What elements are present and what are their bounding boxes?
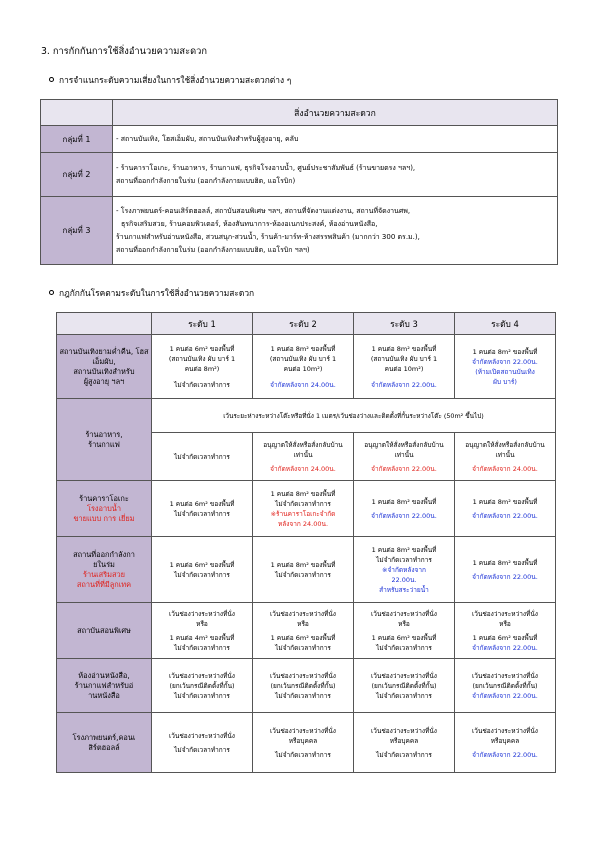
- rule-cell: 1 คนต่อ 6m² ของพื้นที่ ไม่จำกัดเวลาทำการ: [152, 537, 253, 603]
- facility-row-header: สถานที่ออกกำลังกา ยในร่ม ร้านเสริมสวย สถานที่ที่มีลูกเทค: [57, 537, 152, 603]
- level-header: ระดับ 4: [455, 313, 556, 335]
- rule-cell: เว้นช่องว่างระหว่างที่นั่ง หรือ 1 คนต่อ 6m² ของพื้นที่ ไม่จำกัดเวลาทำการ: [354, 603, 455, 659]
- rule-cell: 1 คนต่อ 8m² ของพื้นที่ ไม่จำกัดเวลาทำการ: [253, 537, 354, 603]
- facility-groups-table: [40, 99, 558, 265]
- group-label: กลุ่มที่ 2: [41, 153, 113, 197]
- hollow-bullet-icon: [49, 290, 54, 295]
- rule-cell: เว้นช่องว่างระหว่างที่นั่ง (ยกเว้นกรณีติดตั้งที่กั้น) ไม่จำกัดเวลาทำการ: [253, 659, 354, 713]
- group-label: กลุ่มที่ 3: [41, 197, 113, 265]
- rule-cell: อนุญาตให้สั่งหรือสั่งกลับบ้านเท่านั้น จำกัดหลังจาก 24.00น.: [455, 433, 556, 481]
- level-header: ระดับ 1: [152, 313, 253, 335]
- rule-cell: 1 คนต่อ 8m² ของพื้นที่ จำกัดหลังจาก 22.00น.: [455, 537, 556, 603]
- rule-cell: 1 คนต่อ 8m² ของพื้นที่ จำกัดหลังจาก 22.00น.: [455, 481, 556, 537]
- rule-cell: อนุญาตให้สั่งหรือสั่งกลับบ้านเท่านั้น จำกัดหลังจาก 22.00น.: [354, 433, 455, 481]
- rule-cell: เว้นช่องว่างระหว่างที่นั่ง หรือบุคคล จำกัดหลังจาก 22.00น.: [455, 713, 556, 773]
- rule-cell: 1 คนต่อ 8m² ของพื้นที่ ไม่จำกัดเวลาทำการ ※จำกัดหลังจาก 22.00น. สำหรับสระว่ายน้ำ: [354, 537, 455, 603]
- group-label: กลุ่มที่ 1: [41, 126, 113, 153]
- facility-row-header: ร้านคาราโอเกะ โรงอาบน้ำ ขายแบบ การ เยี่ยม: [57, 481, 152, 537]
- rule-cell: 1 คนต่อ 8m² ของพื้นที่ (สถานบันเทิง ผับ บาร์ 1 คนต่อ 10m²) จำกัดหลังจาก 24.00น.: [253, 335, 354, 399]
- rule-cell: 1 คนต่อ 8m² ของพื้นที่ (สถานบันเทิง ผับ บาร์ 1 คนต่อ 10m²) จำกัดหลังจาก 22.00น.: [354, 335, 455, 399]
- level-header: ระดับ 2: [253, 313, 354, 335]
- rule-cell: ไม่จำกัดเวลาทำการ: [152, 433, 253, 481]
- rule-cell: เว้นช่องว่างระหว่างที่นั่ง ไม่จำกัดเวลาทำการ: [152, 713, 253, 773]
- rule-cell: เว้นช่องว่างระหว่างที่นั่ง หรือ 1 คนต่อ 6m² ของพื้นที่ จำกัดหลังจาก 22.00น.: [455, 603, 556, 659]
- rule-cell: เว้นช่องว่างระหว่างที่นั่ง หรือบุคคล ไม่จำกัดเวลาทำการ: [354, 713, 455, 773]
- rule-cell: 1 คนต่อ 8m² ของพื้นที่ จำกัดหลังจาก 22.00น. (ห้ามเปิดสถานบันเทิง ผับ บาร์): [455, 335, 556, 399]
- seating-rule-span: เว้นระยะห่างระหว่างโต๊ะหรือที่นั่ง 1 เมตร/เว้นช่องว่างและติดตั้งที่กั้นระหว่างโต๊ะ (50m² ขึ้นไป): [152, 399, 556, 433]
- level-header: ระดับ 3: [354, 313, 455, 335]
- rule-cell: เว้นช่องว่างระหว่างที่นั่ง หรือบุคคล ไม่จำกัดเวลาทำการ: [253, 713, 354, 773]
- facility-row-header: โรงภาพยนตร์,คอนเ สิร์ตฮอลล์: [57, 713, 152, 773]
- table-header-corner: [41, 100, 113, 126]
- risk-classification-heading: การจำแนกระดับความเสี่ยงในการใช้สิ่งอำนวยความสะดวกต่าง ๆ: [49, 73, 291, 87]
- quarantine-levels-table: [56, 312, 556, 773]
- group-description: - ร้านคาราโอเกะ, ร้านอาหาร, ร้านกาแฟ, ธุรกิจโรงอาบน้ำ, ศูนย์ประชาสัมพันธ์ (ร้านขายตรง ฯลฯ), สถานที่ออกกำลังกายในร่ม (ออกกำลังกายแบบฮิต, แอโรบิก): [113, 153, 558, 197]
- section-heading: 3. การกักกันการใช้สิ่งอำนวยความสะดวก: [41, 46, 207, 57]
- rule-cell: เว้นช่องว่างระหว่างที่นั่ง หรือ 1 คนต่อ 4m² ของพื้นที่ ไม่จำกัดเวลาทำการ: [152, 603, 253, 659]
- rule-cell: เว้นช่องว่างระหว่างที่นั่ง (ยกเว้นกรณีติดตั้งที่กั้น) ไม่จำกัดเวลาทำการ: [354, 659, 455, 713]
- rule-cell: เว้นช่องว่างระหว่างที่นั่ง (ยกเว้นกรณีติดตั้งที่กั้น) จำกัดหลังจาก 22.00น.: [455, 659, 556, 713]
- hollow-bullet-icon: [49, 77, 54, 82]
- rule-cell: อนุญาตให้สั่งหรือสั่งกลับบ้านเท่านั้น จำกัดหลังจาก 24.00น.: [253, 433, 354, 481]
- facility-row-header: สถานบันเทิงยามค่ำคืน, โฮสเอ็มผับ, สถานบันเทิงสำหรับ ผู้สูงอายุ ฯลฯ: [57, 335, 152, 399]
- facility-row-header: ห้องอ่านหนังสือ, ร้านกาแฟสำหรับอ่ านหนังสือ: [57, 659, 152, 713]
- group-description: - โรงภาพยนตร์-คอนเสิร์ตฮอลล์, สถาบันสอนพิเศษ ฯลฯ, สถานที่จัดงานแต่งงาน, สถานที่จัดงานศพ, ธุรกิจเสริมสวย, ร้านคอมพิวเตอร์, ห้องสันทนาการ-ห้องอเนกประสงค์, ห้องอ่านหนังสือ, ร้านกาแฟสำหรับอ่านหนังสือ, สวนสนุก-สวนน้ำ, ร้านค้า-มาร์ท-ห้างสรรพสินค้า (มากกว่า 300 ตร.ม.), สถานที่ออกกำลังกายในร่ม (ออกกำลังกายแบบฮิต, แอโรบิก ฯลฯ): [113, 197, 558, 265]
- rule-cell: 1 คนต่อ 6m² ของพื้นที่ ไม่จำกัดเวลาทำการ: [152, 481, 253, 537]
- quarantine-rules-heading: กฎกักกันโรคตามระดับในการใช้สิ่งอำนวยความสะดวก: [49, 286, 254, 300]
- facility-row-header: ร้านอาหาร, ร้านกาแฟ: [57, 399, 152, 481]
- facility-row-header: สถาบันสอนพิเศษ: [57, 603, 152, 659]
- rule-cell: 1 คนต่อ 6m² ของพื้นที่ (สถานบันเทิง ผับ บาร์ 1 คนต่อ 8m²) ไม่จำกัดเวลาทำการ: [152, 335, 253, 399]
- rule-cell: เว้นช่องว่างระหว่างที่นั่ง (ยกเว้นกรณีติดตั้งที่กั้น) ไม่จำกัดเวลาทำการ: [152, 659, 253, 713]
- rule-cell: 1 คนต่อ 8m² ของพื้นที่ จำกัดหลังจาก 22.00น.: [354, 481, 455, 537]
- table-header-corner: [57, 313, 152, 335]
- rule-cell: 1 คนต่อ 8m² ของพื้นที่ ไม่จำกัดเวลาทำการ ※ร้านคาราโอเกะจำกัด หลังจาก 24.00น.: [253, 481, 354, 537]
- group-description: - สถานบันเทิง, โฮสเอ็มผับ, สถานบันเทิงสำหรับผู้สูงอายุ, คลับ: [113, 126, 558, 153]
- facility-column-header: สิ่งอำนวยความสะดวก: [113, 100, 558, 126]
- rule-cell: เว้นช่องว่างระหว่างที่นั่ง หรือ 1 คนต่อ 6m² ของพื้นที่ ไม่จำกัดเวลาทำการ: [253, 603, 354, 659]
